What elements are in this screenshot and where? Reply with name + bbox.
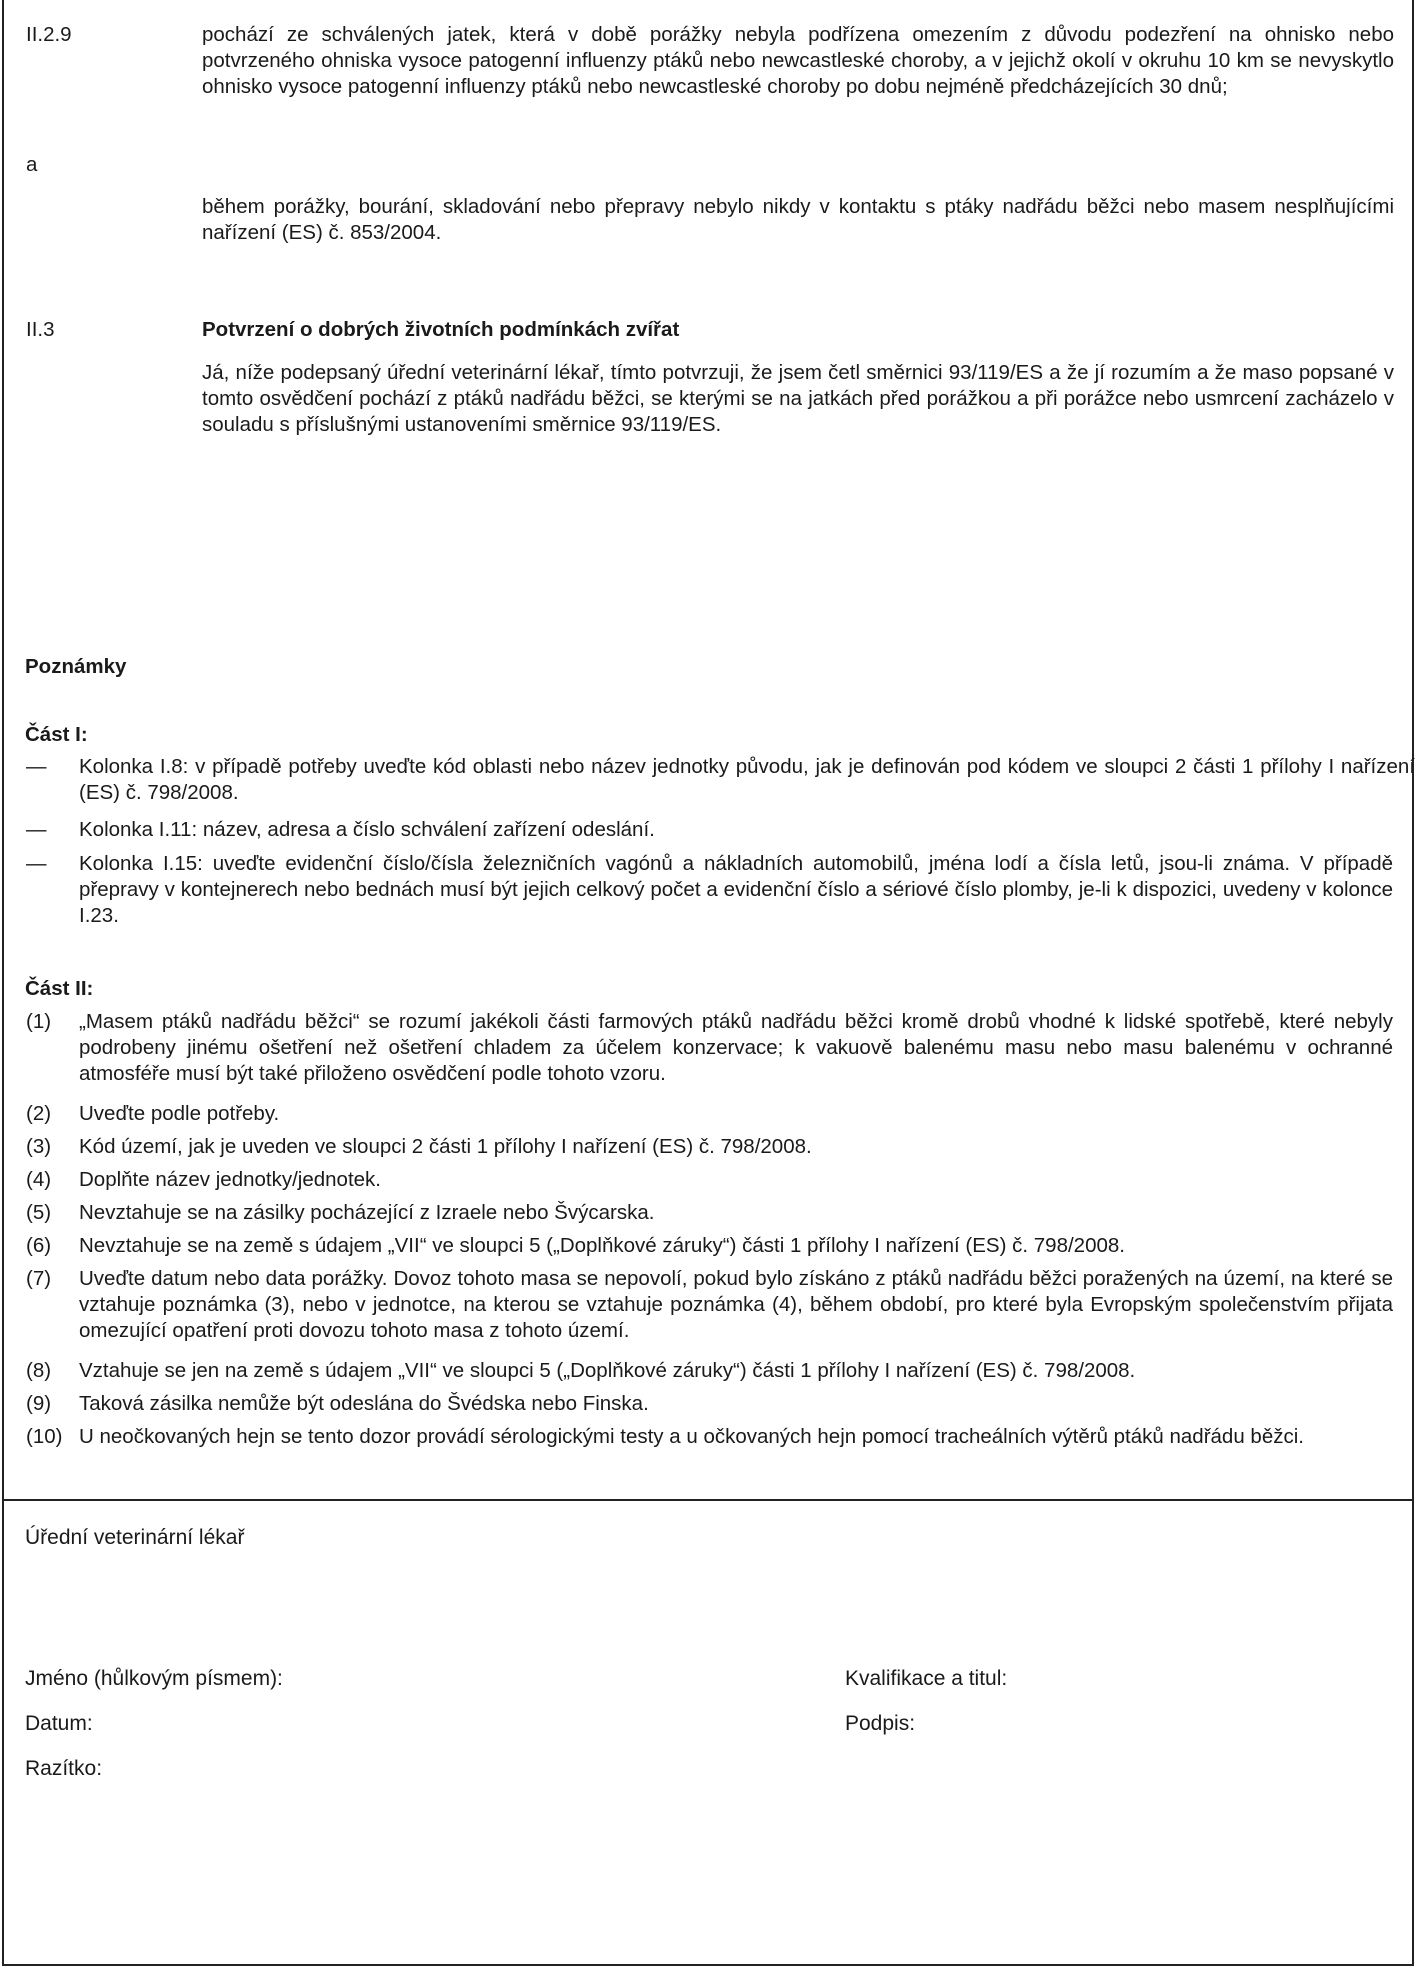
section-ii-3-title: Potvrzení o dobrých životních podmínkách zvířat (202, 318, 680, 341)
note-part-1-item: Kolonka I.8: v případě potřeby uveďte kód oblasti nebo název jednotky původu, jak je definován pod kódem ve sloupci 2 části 1 přílohy I nařízení (ES) č. 798/2008. (79, 755, 1415, 804)
notes-part-2-heading: Část II: (25, 977, 94, 1000)
footnote-number: (6) (26, 1234, 52, 1257)
footnote-text: „Masem ptáků nadřádu běžci“ se rozumí jakékoli části farmových ptáků nadřádu běžci kromě drobů vhodné k lidské spotřebě, které nebyly podrobeny jinému ošetření než ošetření chladem za účelem konzervace; k vakuově balenému masu nebo masu balenému v ochranné atmosféře musí být také přiloženo osvědčení podle tohoto vzoru. (79, 1010, 1393, 1085)
footnote-number: (3) (26, 1135, 52, 1158)
footnote-number: (4) (26, 1168, 52, 1191)
section-ii-2-9-connector: a (26, 153, 38, 176)
footnote-text: Doplňte název jednotky/jednotek. (79, 1168, 382, 1191)
footnote-number: (5) (26, 1201, 52, 1224)
notes-part-1-heading: Část I: (25, 723, 88, 746)
footnote-text: U neočkovaných hejn se tento dozor provádí sérologickými testy a u očkovaných hejn pomocí tracheálních výtěrů ptáků nadřádu běžci. (79, 1425, 1304, 1448)
note-part-1-item: Kolonka I.11: název, adresa a číslo schválení zařízení odeslání. (79, 818, 655, 841)
note-dash: — (26, 818, 47, 841)
stamp-label: Razítko: (25, 1757, 103, 1780)
footnote-text: Uveďte datum nebo data porážky. Dovoz tohoto masa se nepovolí, pokud bylo získáno z ptáků nadřádu běžci poražených na území, na které se vztahuje poznámka (3), nebo v jednotce, na kterou se vztahuje poznámka (4), během období, pro které byla Evropským společenstvím přijata omezující opatření proti dovozu tohoto masa z tohoto území. (79, 1267, 1393, 1342)
footnote-number: (8) (26, 1359, 52, 1382)
footnote-text: Taková zásilka nemůže být odeslána do Švédska nebo Finska. (79, 1392, 649, 1415)
qualification-label: Kvalifikace a titul: (845, 1667, 1008, 1690)
footnote-text: Nevztahuje se na země s údajem „VII“ ve sloupci 5 („Doplňkové záruky“) části 1 přílohy I nařízení (ES) č. 798/2008. (79, 1234, 1125, 1257)
footnote-text: Kód území, jak je uveden ve sloupci 2 části 1 přílohy I nařízení (ES) č. 798/2008. (79, 1135, 812, 1158)
section-number-ii-3: II.3 (26, 318, 55, 341)
section-number-ii-2-9: II.2.9 (26, 23, 72, 46)
footnote-number: (2) (26, 1102, 52, 1125)
signature-label: Podpis: (845, 1712, 916, 1735)
footnote-number: (7) (26, 1267, 52, 1290)
signature-heading: Úřední veterinární lékař (25, 1526, 245, 1549)
footnote-text: Uveďte podle potřeby. (79, 1102, 280, 1125)
footnote-number: (1) (26, 1010, 52, 1033)
notes-heading: Poznámky (25, 655, 127, 678)
section-ii-2-9-paragraph-1: pochází ze schválených jatek, která v době porážky nebyla podřízena omezením z důvodu podezření na ohnisko nebo potvrzeného ohniska vysoce patogenní influenzy ptáků nebo newcastleské choroby, a v jejichž okolí v okruhu 10 km se nevyskytlo ohnisko vysoce patogenní influenzy ptáků nebo newcastleské choroby po dobu nejméně předcházejících 30 dnů; (202, 23, 1394, 98)
note-dash: — (26, 852, 47, 875)
footnote-number: (9) (26, 1392, 52, 1415)
footnote-number: (10) (26, 1425, 63, 1448)
note-dash: — (26, 755, 47, 778)
note-part-1-item: Kolonka I.15: uveďte evidenční číslo/čísla železničních vagónů a nákladních automobilů, jména lodí a čísla letů, jsou-li známa. V případě přepravy v kontejnerech nebo bednách musí být jejich celkový počet a evidenční číslo a sériové číslo plomby, je-li k dispozici, uvedeny v kolonce I.23. (79, 852, 1393, 927)
footnote-text: Nevztahuje se na zásilky pocházející z Izraele nebo Švýcarska. (79, 1201, 655, 1224)
name-label: Jméno (hůlkovým písmem): (25, 1667, 283, 1690)
footnote-text: Vztahuje se jen na země s údajem „VII“ ve sloupci 5 („Doplňkové záruky“) části 1 přílohy I nařízení (ES) č. 798/2008. (79, 1359, 1136, 1382)
date-label: Datum: (25, 1712, 93, 1735)
section-ii-3-paragraph: Já, níže podepsaný úřední veterinární lékař, tímto potvrzuji, že jsem četl směrnici 93/119/ES a že jí rozumím a že maso popsané v tomto osvědčení pochází z ptáků nadřádu běžci, se kterými se na jatkách před porážkou a při porážce nebo usmrcení zacházelo v souladu s příslušnými ustanoveními směrnice 93/119/ES. (202, 361, 1394, 436)
section-ii-2-9-paragraph-2: během porážky, bourání, skladování nebo přepravy nebylo nikdy v kontaktu s ptáky nadřádu běžci nebo masem nesplňujícími nařízení (ES) č. 853/2004. (202, 195, 1394, 244)
section-divider (2, 1499, 1414, 1501)
